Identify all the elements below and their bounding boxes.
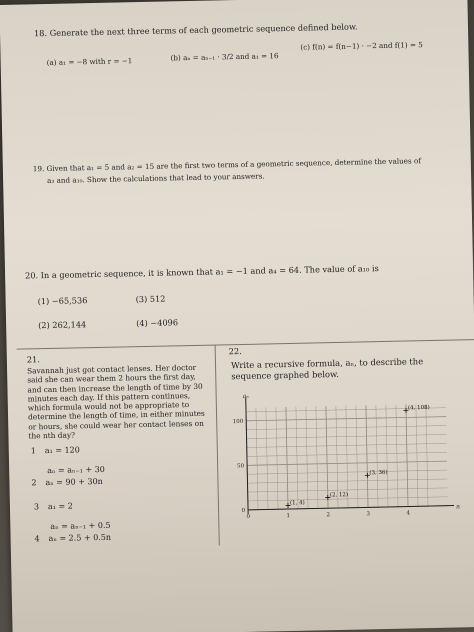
grid-line-vertical bbox=[286, 407, 288, 509]
q19-line2: a₃ and a₁₀. Show the calculations that lead to your answers. bbox=[47, 171, 265, 186]
grid-line-vertical bbox=[316, 406, 318, 508]
q21-answer-2a-expr: aₙ = aₙ₋₁ + 30 bbox=[47, 464, 105, 476]
x-tick-label: 1 bbox=[286, 512, 291, 520]
q21-answer-3a-expr: a₁ = 2 bbox=[47, 501, 73, 512]
grid-line-vertical bbox=[326, 406, 328, 508]
q21-answer-4-expr: aₙ = 2.5 + 0.5n bbox=[48, 532, 112, 544]
grid-line-vertical bbox=[376, 405, 378, 507]
grid-line-vertical bbox=[296, 407, 298, 509]
y-tick-label: 50 bbox=[237, 463, 245, 470]
y-axis-label: aₙ bbox=[242, 392, 249, 400]
y-tick-label: 100 bbox=[232, 418, 244, 426]
q20-prompt: 20. In a geometric sequence, it is known that a₁ = −1 and a₄ = 64. The value of a₁₀ is bbox=[24, 263, 379, 281]
point-label: (4, 108) bbox=[407, 404, 430, 412]
q21-answer-3b-expr: aₙ = aₙ₋₁ + 0.5 bbox=[50, 520, 111, 532]
q21-answer-3-number: 3 bbox=[33, 502, 40, 512]
q18-part-b: (b) aₙ = aₙ₋₁ · 3/2 and a₁ = 16 bbox=[170, 51, 279, 63]
grid-line-vertical bbox=[356, 406, 358, 508]
x-tick-label: 0 bbox=[246, 513, 251, 520]
point-label: (3, 36) bbox=[369, 469, 388, 477]
q18-part-c: (c) f(n) = f(n−1) · −2 and f(1) = 5 bbox=[300, 40, 423, 52]
section-divider-horizontal bbox=[17, 339, 474, 350]
q20-choice-4: (4) −4096 bbox=[136, 317, 179, 329]
y-axis bbox=[246, 398, 248, 514]
grid-line-vertical bbox=[406, 405, 408, 507]
q22-number: 22. bbox=[228, 345, 242, 357]
q21-answer-2b-expr: aₙ = 90 + 30n bbox=[45, 476, 103, 488]
q21-answer-2-number: 2 bbox=[31, 478, 37, 488]
grid-line-vertical bbox=[266, 407, 268, 509]
q22-text: Write a recursive formula, aₙ, to describe the sequence graphed below. bbox=[230, 356, 424, 382]
grid-line-vertical bbox=[416, 404, 418, 506]
x-tick-label: 3 bbox=[366, 511, 370, 518]
q21-text: Savannah just got contact lenses. Her doctor said she can wear them 2 hours the first day, and can then increase the length of time by 30 minutes each day. If this pattern continues, which formula would not be appropriate to determine the length of time, in either minutes or hours, she could wear her contact lenses on the nth day? bbox=[27, 362, 205, 441]
x-axis bbox=[248, 506, 454, 510]
x-tick-label: 2 bbox=[326, 512, 331, 519]
x-axis-label: n bbox=[455, 503, 460, 511]
q21-answer-1-expr: a₁ = 120 bbox=[44, 445, 80, 456]
point-label: (1, 4) bbox=[289, 500, 305, 507]
q19-line1: 19. Given that a₁ = 5 and a₂ = 15 are the first two terms of a geometric sequence, determine the values of bbox=[32, 156, 422, 174]
grid-line-vertical bbox=[426, 404, 428, 506]
point-label: (2, 12) bbox=[329, 492, 349, 499]
grid-line-vertical bbox=[396, 405, 398, 507]
q18-prompt: 18. Generate the next three terms of each geometric sequence defined below. bbox=[33, 21, 358, 39]
q18-part-a: (a) a₁ = −8 with r = −1 bbox=[46, 56, 133, 67]
grid-line-vertical bbox=[386, 405, 388, 507]
grid-line-vertical bbox=[366, 405, 368, 507]
sequence-graph bbox=[220, 387, 463, 530]
q21-answer-4-number: 4 bbox=[34, 534, 40, 544]
q21-number: 21. bbox=[26, 354, 40, 365]
q20-choice-1: (1) −65,536 bbox=[37, 295, 88, 307]
x-tick-label: 4 bbox=[406, 510, 410, 517]
section-divider-vertical bbox=[215, 346, 220, 546]
q20-choice-3: (3) 512 bbox=[135, 293, 166, 305]
grid-line-vertical bbox=[276, 407, 278, 509]
grid-line-vertical bbox=[256, 408, 258, 510]
y-tick-label: 0 bbox=[241, 507, 246, 515]
q20-choice-2: (2) 262,144 bbox=[38, 319, 87, 331]
grid-line-vertical bbox=[306, 407, 308, 509]
q21-answer-1-number: 1 bbox=[30, 446, 36, 456]
